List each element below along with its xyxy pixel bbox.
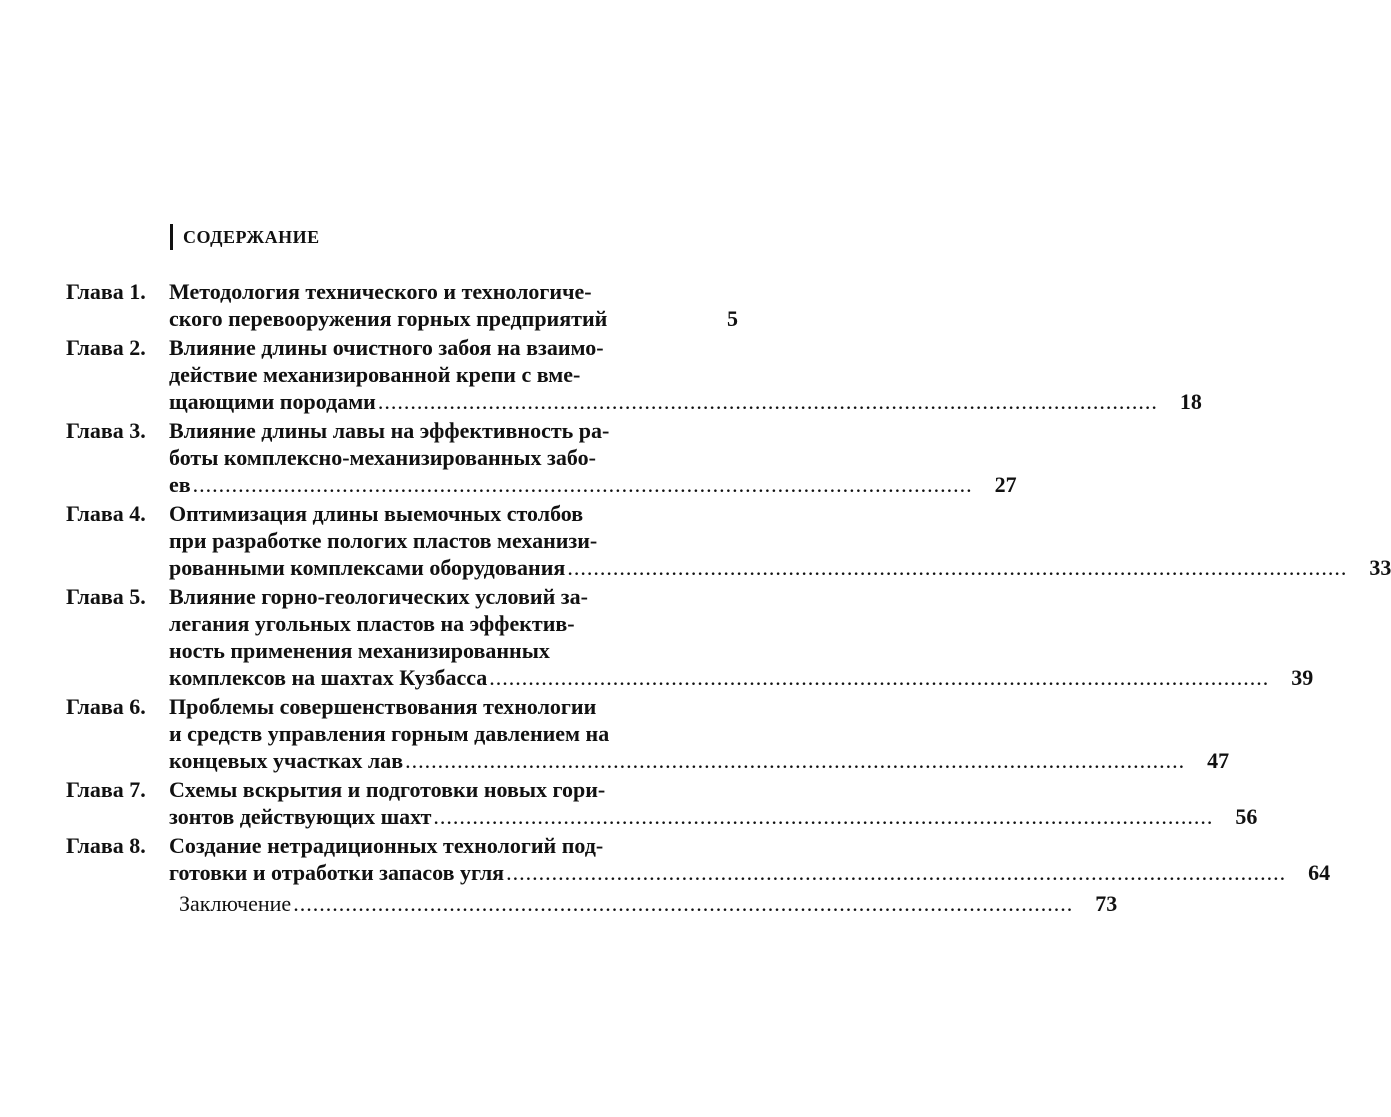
title-line: ев [169, 472, 191, 497]
page-number: 18 [1179, 389, 1202, 414]
title-line: Влияние длины очистного забоя на взаимо- [169, 335, 604, 360]
title-line: комплексов на шахтах Кузбасса [169, 665, 488, 690]
page-number: 33 [1369, 555, 1391, 580]
title-line: Методология технического и технологиче- [169, 279, 592, 304]
dot-leader [489, 664, 1269, 691]
title-line: Влияние длины лавы на эффективность ра- [169, 418, 610, 443]
title-last-line [169, 471, 977, 498]
chapter-number: Глава 4. [66, 501, 146, 526]
toc-heading [170, 224, 320, 250]
page-number: 56 [1235, 804, 1258, 829]
toc-entry-chapter-8[interactable] [66, 832, 1331, 886]
dot-leader [405, 747, 1185, 774]
title-line: ского перевооружения горных предприятий [169, 306, 608, 331]
page-number: 5 [727, 306, 738, 331]
dot-leader [433, 803, 1213, 830]
title-last-line [169, 747, 1189, 774]
toc-entry-chapter-4[interactable] [66, 500, 1391, 581]
table-of-contents [66, 278, 1391, 919]
chapter-title [169, 500, 1351, 581]
title-line: при разработке пологих пластов механизи- [169, 528, 598, 553]
page-number: 73 [1095, 891, 1118, 916]
page-number: 39 [1291, 665, 1314, 690]
dot-leader [378, 388, 1158, 415]
chapter-title [169, 583, 1273, 691]
chapter-number: Глава 6. [66, 694, 146, 719]
toc-entry-chapter-7[interactable] [66, 776, 1258, 830]
title-line: Влияние горно-геологических условий за- [169, 584, 588, 609]
toc-entry-chapter-2[interactable] [66, 334, 1202, 415]
title-last-line [169, 859, 1290, 886]
chapter-title [169, 278, 698, 332]
dot-leader [567, 554, 1347, 581]
title-last-line [169, 664, 1273, 691]
chapter-title [169, 776, 1217, 830]
title-line: и средств управления горным давлением на [169, 721, 610, 746]
title-last-line [169, 305, 698, 332]
title-last-line [169, 803, 1217, 830]
chapter-number: Глава 1. [66, 279, 146, 304]
toc-entry-chapter-6[interactable] [66, 693, 1230, 774]
title-line: готовки и отработки запасов угля [169, 860, 505, 885]
title-last-line [169, 554, 1351, 581]
toc-entry-chapter-5[interactable] [66, 583, 1314, 691]
title-last-line [179, 890, 1077, 917]
title-line: действие механизированной крепи с вме- [169, 362, 581, 387]
title-line: Оптимизация длины выемочных столбов [169, 501, 584, 526]
toc-title-text: СОДЕРЖАНИЕ [183, 226, 320, 247]
chapter-title [169, 693, 1189, 774]
title-line: Проблемы совершенствования технологии [169, 694, 597, 719]
conclusion-label: Заключение [179, 891, 292, 916]
title-line: концевых участках лав [169, 748, 404, 773]
title-line: щающими породами [169, 389, 376, 414]
chapter-title [169, 334, 1162, 415]
page-number: 27 [994, 472, 1017, 497]
title-line: Схемы вскрытия и подготовки новых гори- [169, 777, 606, 802]
chapter-number: Глава 3. [66, 418, 146, 443]
chapter-number: Глава 7. [66, 777, 146, 802]
chapter-number: Глава 5. [66, 584, 146, 609]
title-line: боты комплексно-механизированных забо- [169, 445, 596, 470]
heading-bar-mark [170, 224, 173, 250]
chapter-number: Глава 2. [66, 335, 146, 360]
toc-entry-chapter-1[interactable] [66, 278, 738, 332]
dot-leader [293, 890, 1073, 917]
title-line: рованными комплексами оборудования [169, 555, 566, 580]
page-number: 47 [1207, 748, 1230, 773]
title-line: ность применения механизированных [169, 638, 550, 663]
page-number: 64 [1308, 860, 1331, 885]
toc-entry-chapter-3[interactable] [66, 417, 1017, 498]
chapter-number: Глава 8. [66, 833, 146, 858]
title-line: легания угольных пластов на эффектив- [169, 611, 575, 636]
conclusion-title [169, 890, 1077, 917]
dot-leader [506, 859, 1286, 886]
chapter-title [169, 417, 977, 498]
title-line: Создание нетрадиционных технологий под- [169, 833, 604, 858]
toc-entry-conclusion[interactable] [66, 890, 1118, 917]
title-line: зонтов действующих шахт [169, 804, 432, 829]
chapter-title [169, 832, 1290, 886]
dot-leader [193, 471, 973, 498]
title-last-line [169, 388, 1162, 415]
